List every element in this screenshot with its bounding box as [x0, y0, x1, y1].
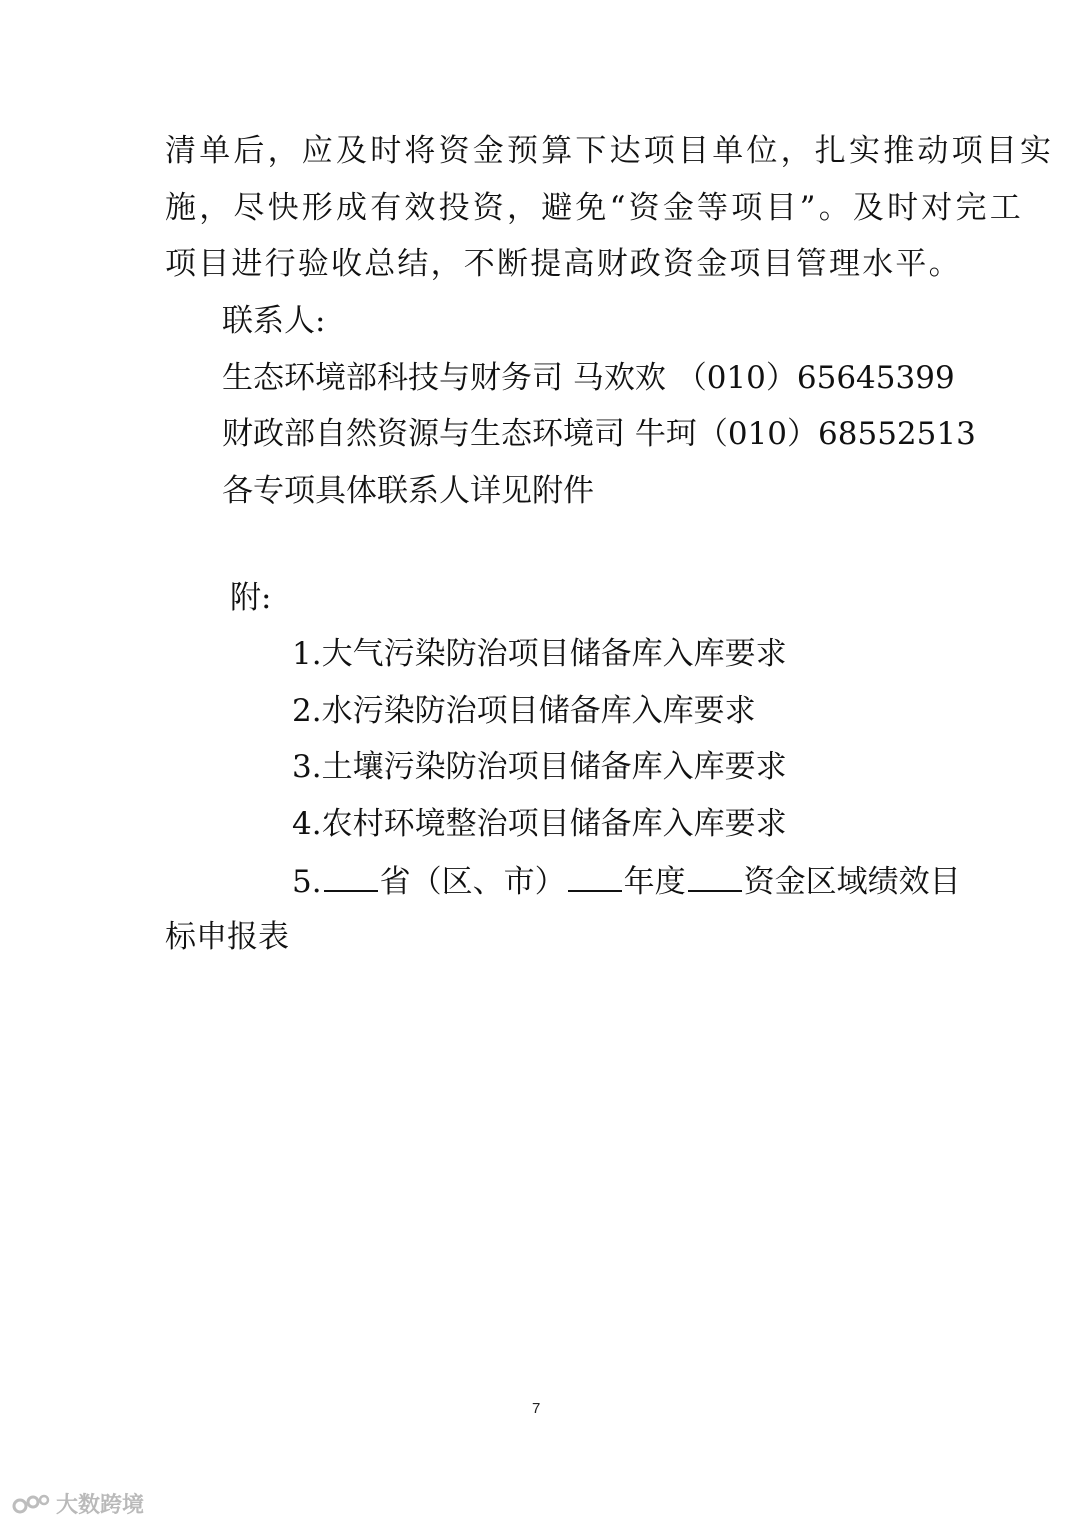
- body-paragraph-line-2: 施，尽快形成有效投资，避免“资金等项目”。及时对完工: [165, 190, 1024, 226]
- year-blank: [568, 860, 622, 892]
- contact-line-2: 财政部自然资源与生态环境司 牛珂（010）68552513: [222, 416, 976, 452]
- contact-line-3: 各专项具体联系人详见附件: [222, 473, 594, 509]
- attachment-item-5-part1: 省（区、市）: [379, 864, 566, 900]
- body-paragraph-line-3: 项目进行验收总结，不断提高财政资金项目管理水平。: [165, 246, 962, 282]
- attachment-item-5-part2: 年度: [623, 864, 686, 900]
- attachment-item-5-part3: 资金区域绩效目: [743, 864, 961, 900]
- attachment-item-5-continuation: 标申报表: [165, 919, 289, 955]
- fund-blank: [688, 860, 742, 892]
- page-number: 7: [532, 1400, 541, 1417]
- body-paragraph-line-1: 清单后，应及时将资金预算下达项目单位，扎实推动项目实: [165, 133, 1055, 169]
- watermark-text: 大数跨境: [56, 1493, 145, 1518]
- attachment-item-4: 4.农村环境整治项目储备库入库要求: [292, 806, 787, 842]
- contact-line-1: 生态环境部科技与财务司 马欢欢 （010）65645399: [222, 360, 955, 396]
- attachment-item-5: [292, 860, 961, 902]
- attachment-item-1: 1.大气污染防治项目储备库入库要求: [292, 636, 787, 672]
- attachment-item-3: 3.土壤污染防治项目储备库入库要求: [292, 749, 787, 785]
- province-blank: [324, 860, 378, 892]
- attachments-heading: 附:: [230, 580, 272, 616]
- watermark-logo-icon: [12, 1491, 50, 1517]
- watermark: [12, 1488, 144, 1519]
- attachment-item-2: 2.水污染防治项目储备库入库要求: [292, 693, 756, 729]
- contacts-heading: 联系人:: [222, 303, 326, 339]
- attachment-item-5-prefix: 5.: [292, 864, 322, 900]
